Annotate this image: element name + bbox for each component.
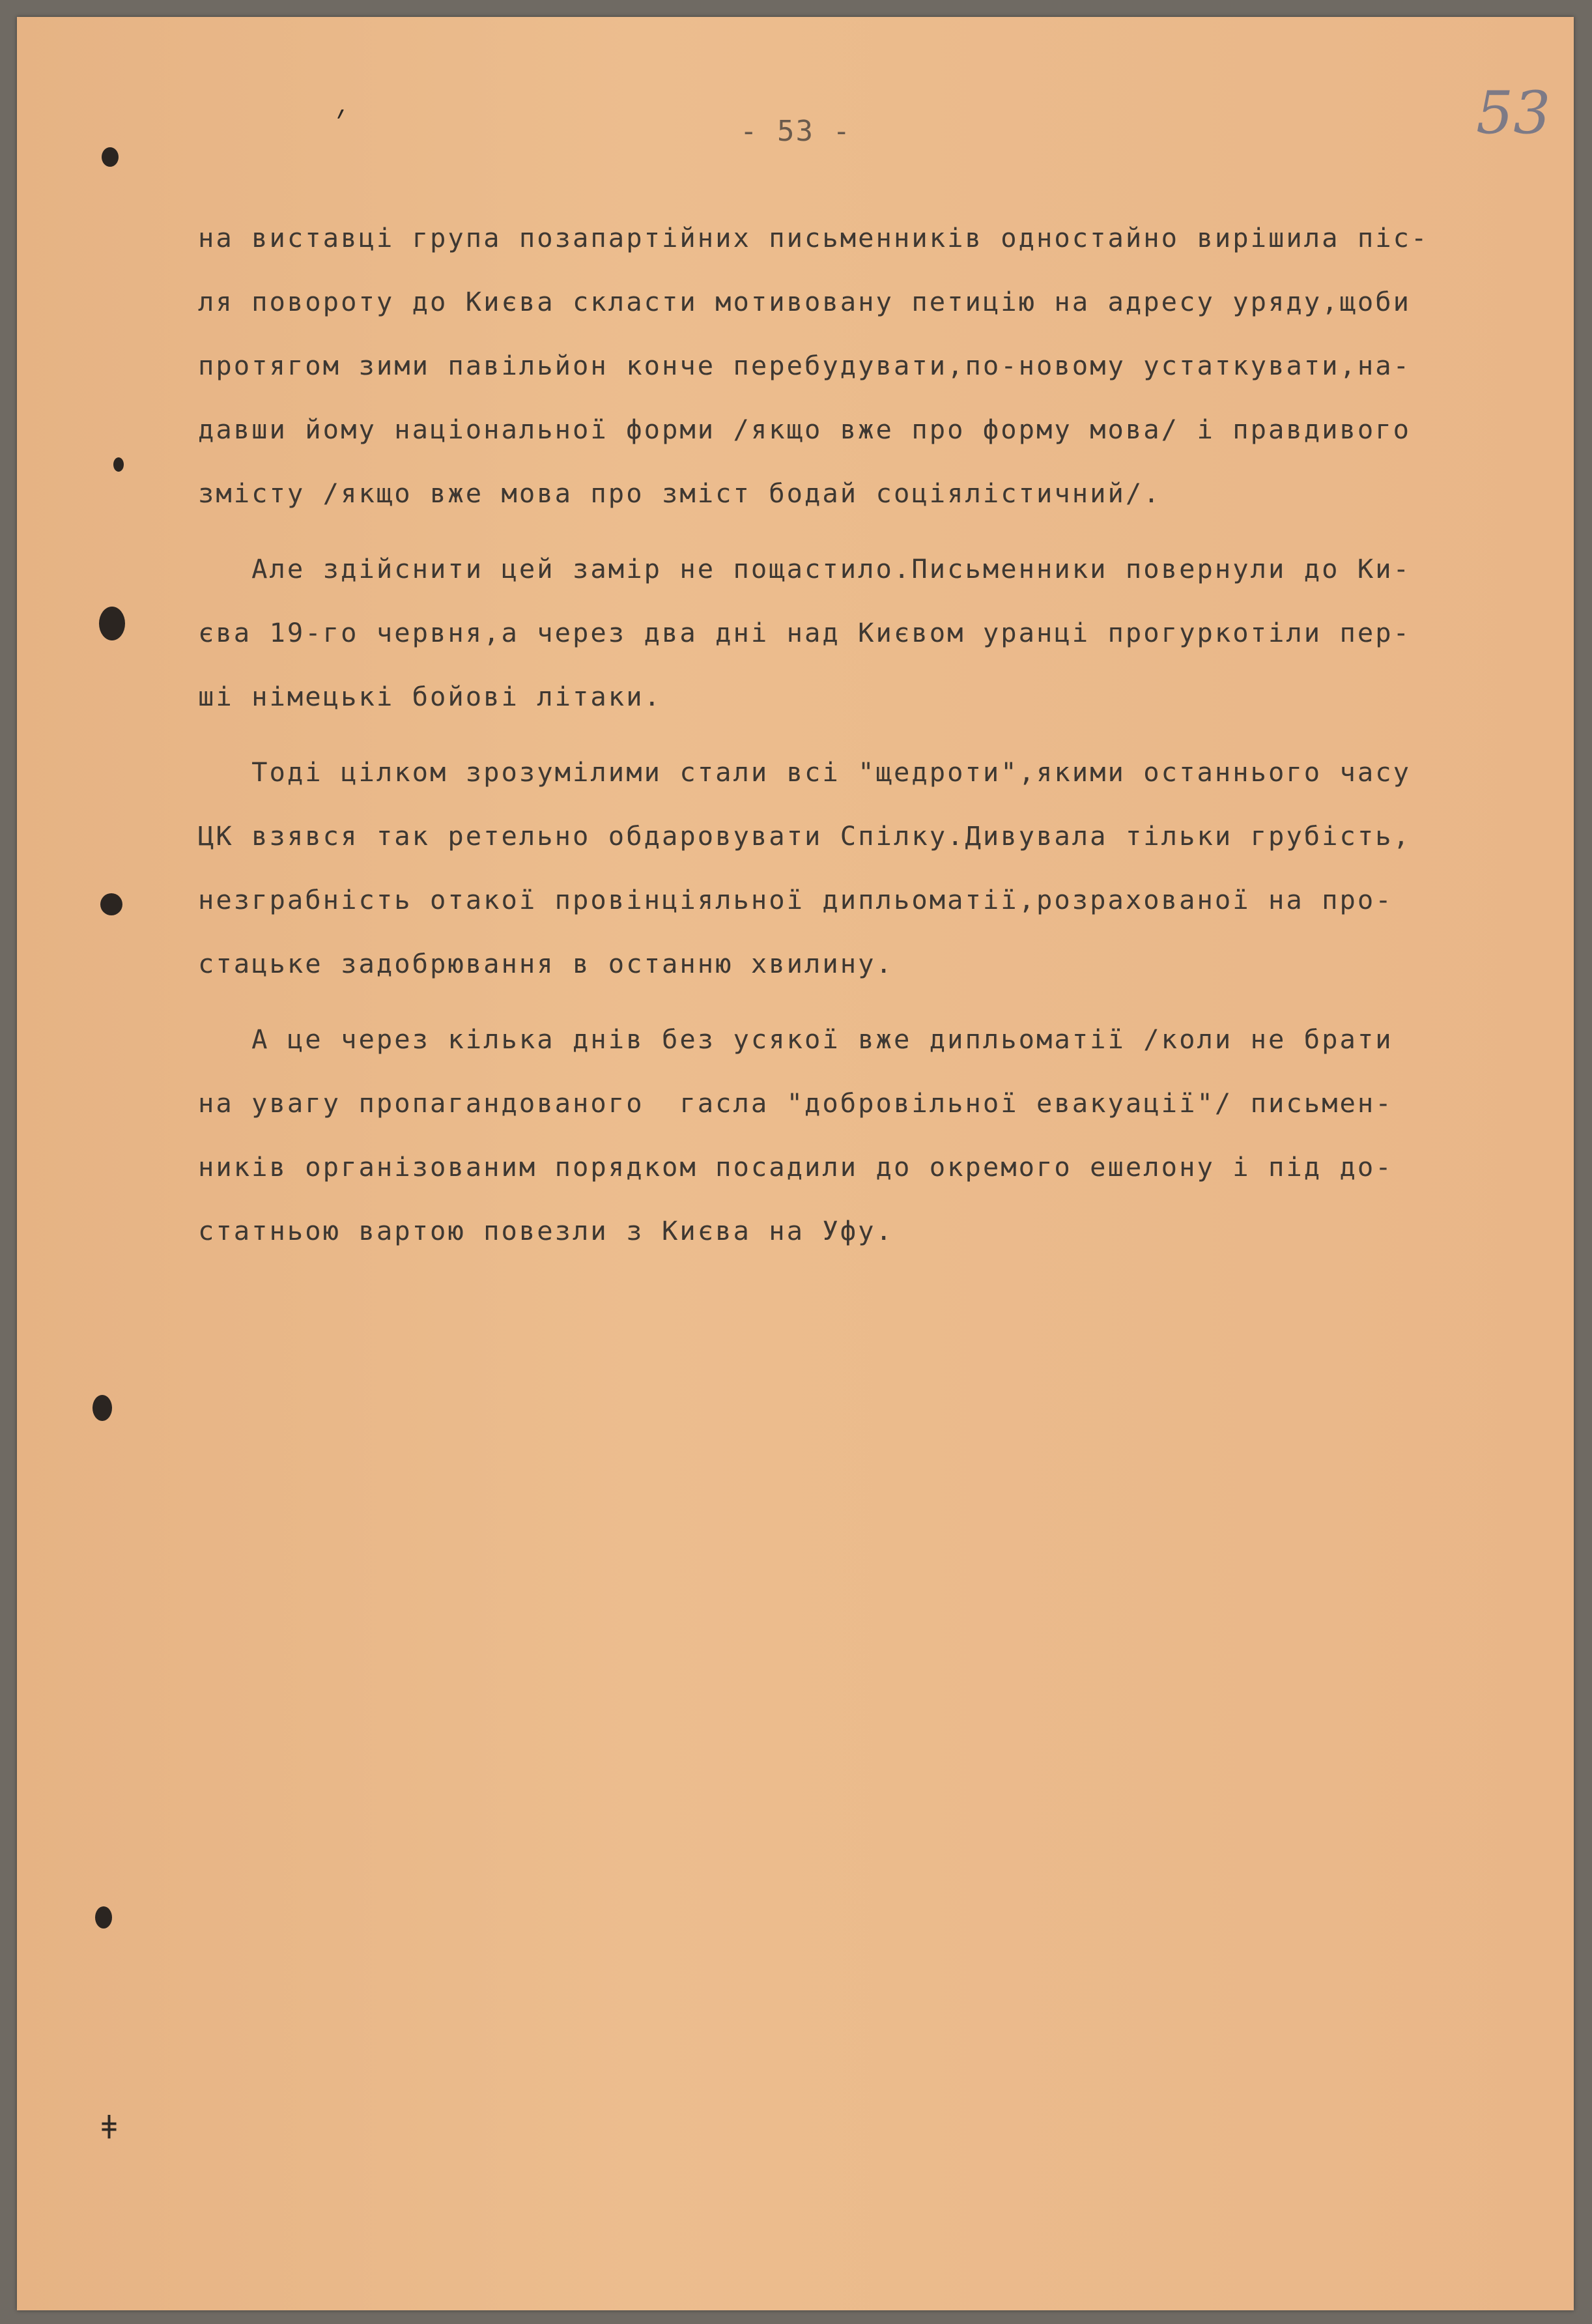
punch-hole xyxy=(100,893,122,915)
typed-text-body xyxy=(198,206,1566,1263)
punch-hole xyxy=(102,147,119,167)
text-line: протягом зими павільйон конче перебудувати,по-новому устаткувати,на- xyxy=(198,350,1412,381)
text-line: незграбність отакої провінціяльної дипльоматії,розрахованої на про- xyxy=(198,884,1393,915)
document-page xyxy=(17,17,1574,2310)
text-line: Але здійснити цей замір не пощастило.Письменники повернули до Ки- xyxy=(198,553,1412,584)
punch-hole xyxy=(113,457,124,472)
text-line: єва 19-го червня,а через два дні над Києвом уранці прогуркотіли пер- xyxy=(198,617,1412,648)
text-line: А це через кілька днів без усякої вже дипльоматії /коли не брати xyxy=(198,1024,1393,1055)
page-number: - 53 - xyxy=(740,115,851,148)
pencil-mark: ǂ xyxy=(102,2108,117,2146)
text-line: на увагу пропагандованого гасла "добровільної евакуації"/ письмен- xyxy=(198,1087,1393,1119)
text-line: статньою вартою повезли з Києва на Уфу. xyxy=(198,1215,894,1246)
text-line: стацьке задобрювання в останню хвилину. xyxy=(198,948,894,979)
text-line: ників організованим порядком посадили до окремого ешелону і під до- xyxy=(198,1151,1393,1183)
paragraph xyxy=(198,740,1566,996)
paragraph xyxy=(198,206,1566,525)
text-line: змісту /якщо вже мова про зміст бодай соціялістичний/. xyxy=(198,478,1161,509)
text-line: на виставці група позапартійних письменників одностайно вирішила піс- xyxy=(198,222,1429,253)
paragraph xyxy=(198,537,1566,728)
punch-hole xyxy=(99,607,125,640)
handwritten-folio-number: 53 xyxy=(1476,79,1551,147)
punch-hole xyxy=(95,1906,112,1929)
text-line: ля повороту до Києва скласти мотивовану петицію на адресу уряду,щоби xyxy=(198,286,1412,317)
text-line: ші німецькі бойові літаки. xyxy=(198,681,662,712)
pencil-mark: ׳ xyxy=(336,95,345,141)
text-line: давши йому національної форми /якщо вже про форму мова/ і правдивого xyxy=(198,414,1412,445)
text-line: Тоді цілком зрозумілими стали всі "щедроти",якими останнього часу xyxy=(198,756,1412,788)
text-line: ЦК взявся так ретельно обдаровувати Спілку.Дивувала тільки грубість, xyxy=(198,820,1412,852)
paragraph xyxy=(198,1007,1566,1263)
punch-hole xyxy=(92,1395,112,1421)
